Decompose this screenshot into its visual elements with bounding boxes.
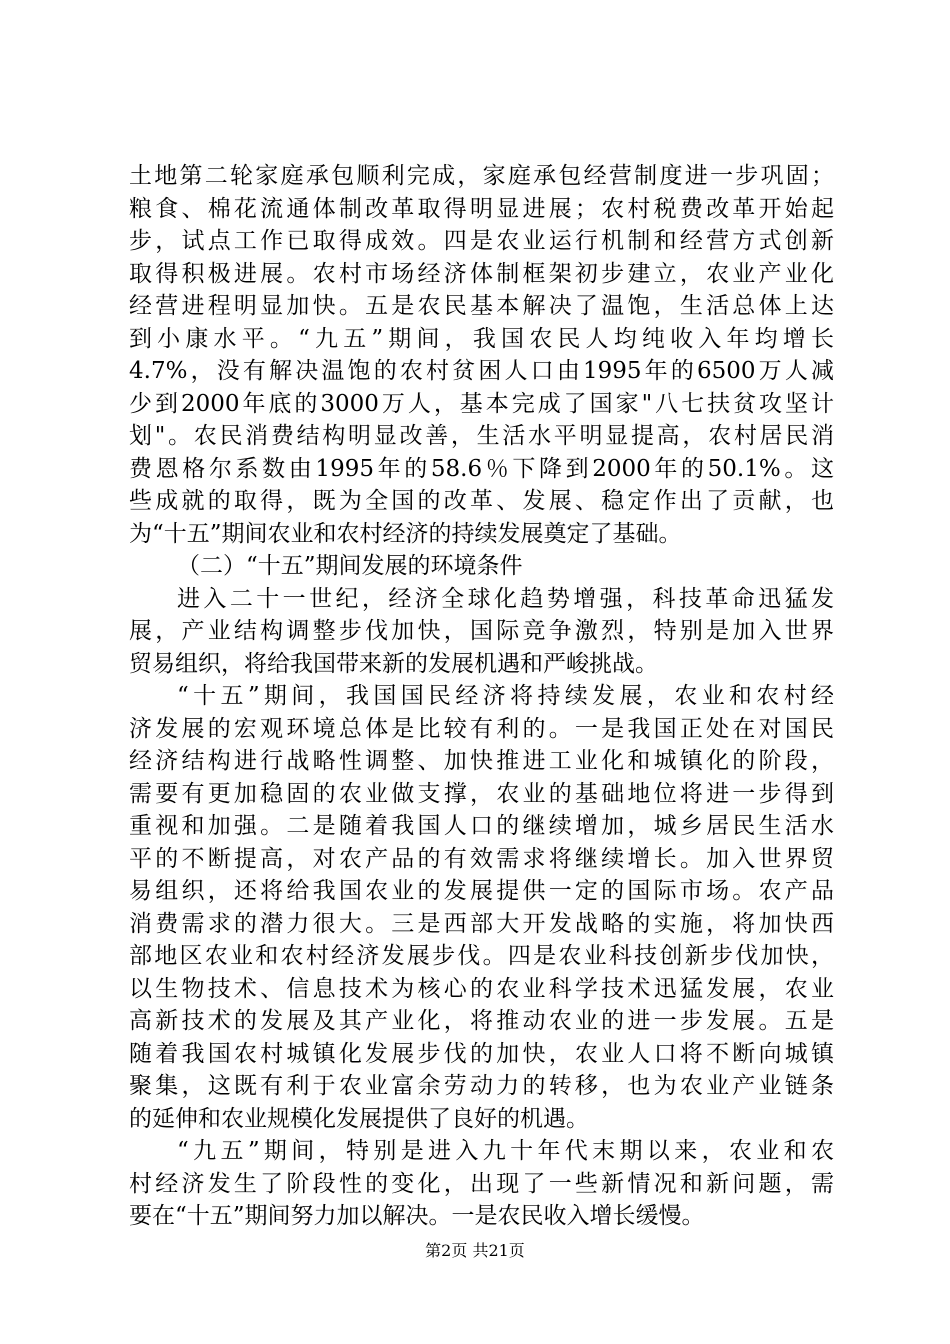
text-line: 取得积极进展。农村市场经济体制框架初步建立，农业产业化 xyxy=(129,260,834,287)
text-line: 的延伸和农业规模化发展提供了良好的机遇。 xyxy=(129,1105,589,1132)
text-line: “九五”期间，特别是进入九十年代末期以来，农业和农 xyxy=(177,1138,834,1164)
text-line: 平的不断提高，对农产品的有效需求将继续增长。加入世界贸 xyxy=(129,845,834,872)
section-heading: （二）“十五”期间发展的环境条件 xyxy=(177,553,523,579)
text-line: 为“十五”期间农业和农村经济的持续发展奠定了基础。 xyxy=(129,520,682,547)
text-line: 4.7%，没有解决温饱的农村贫困人口由1995年的6500万人减 xyxy=(129,358,834,384)
text-line: 部地区农业和农村经济发展步伐。四是农业科技创新步伐加快， xyxy=(129,943,834,969)
text-line: 经营进程明显加快。五是农民基本解决了温饱，生活总体上达 xyxy=(129,293,834,319)
text-line: 易组织，还将给我国农业的发展提供一定的国际市场。农产品 xyxy=(129,878,834,904)
text-line: 展，产业结构调整步伐加快，国际竞争激烈，特别是加入世界 xyxy=(129,618,834,644)
text-line: “十五”期间，我国国民经济将持续发展，农业和农村经 xyxy=(177,683,834,709)
text-line: 贸易组织，将给我国带来新的发展机遇和严峻挑战。 xyxy=(129,650,658,677)
text-line: 聚集，这既有利于农业富余劳动力的转移，也为农业产业链条 xyxy=(129,1073,834,1099)
text-line: 村经济发生了阶段性的变化，出现了一些新情况和新问题，需 xyxy=(129,1170,834,1197)
text-line: 以生物技术、信息技术为核心的农业科学技术迅猛发展，农业 xyxy=(129,975,834,1002)
text-line: 高新技术的发展及其产业化，将推动农业的进一步发展。五是 xyxy=(129,1008,834,1034)
text-line: 划"。农民消费结构明显改善，生活水平明显提高，农村居民消 xyxy=(129,423,834,449)
text-line: 粮食、棉花流通体制改革取得明显进展；农村税费改革开始起 xyxy=(129,195,834,222)
text-line: 费恩格尔系数由1995年的58.6％下降到2000年的50.1%。这 xyxy=(129,455,834,482)
text-line: 重视和加强。二是随着我国人口的继续增加，城乡居民生活水 xyxy=(129,813,834,839)
page-footer: 第2页 共21页 xyxy=(425,1241,525,1260)
text-line: 需要有更加稳固的农业做支撑，农业的基础地位将进一步得到 xyxy=(129,780,834,807)
text-line: 步，试点工作已取得成效。四是农业运行机制和经营方式创新 xyxy=(129,228,834,254)
text-line: 经济结构进行战略性调整、加快推进工业化和城镇化的阶段， xyxy=(129,748,834,774)
text-line: 进入二十一世纪，经济全球化趋势增强，科技革命迅猛发 xyxy=(177,585,834,612)
text-line: 到小康水平。“九五”期间，我国农民人均纯收入年均增长 xyxy=(129,325,834,352)
text-line: 随着我国农村城镇化发展步伐的加快，农业人口将不断向城镇 xyxy=(129,1040,834,1067)
body-text xyxy=(129,160,834,1233)
text-line: 要在“十五”期间努力加以解决。一是农民收入增长缓慢。 xyxy=(129,1203,705,1229)
text-line: 些成就的取得，既为全国的改革、发展、稳定作出了贡献，也 xyxy=(129,488,834,514)
text-line: 少到2000年底的3000万人，基本完成了国家"八七扶贫攻坚计 xyxy=(129,390,834,417)
text-line: 消费需求的潜力很大。三是西部大开发战略的实施，将加快西 xyxy=(129,910,834,937)
text-line: 济发展的宏观环境总体是比较有利的。一是我国正处在对国民 xyxy=(129,715,834,742)
text-line: 土地第二轮家庭承包顺利完成，家庭承包经营制度进一步巩固； xyxy=(129,163,834,189)
